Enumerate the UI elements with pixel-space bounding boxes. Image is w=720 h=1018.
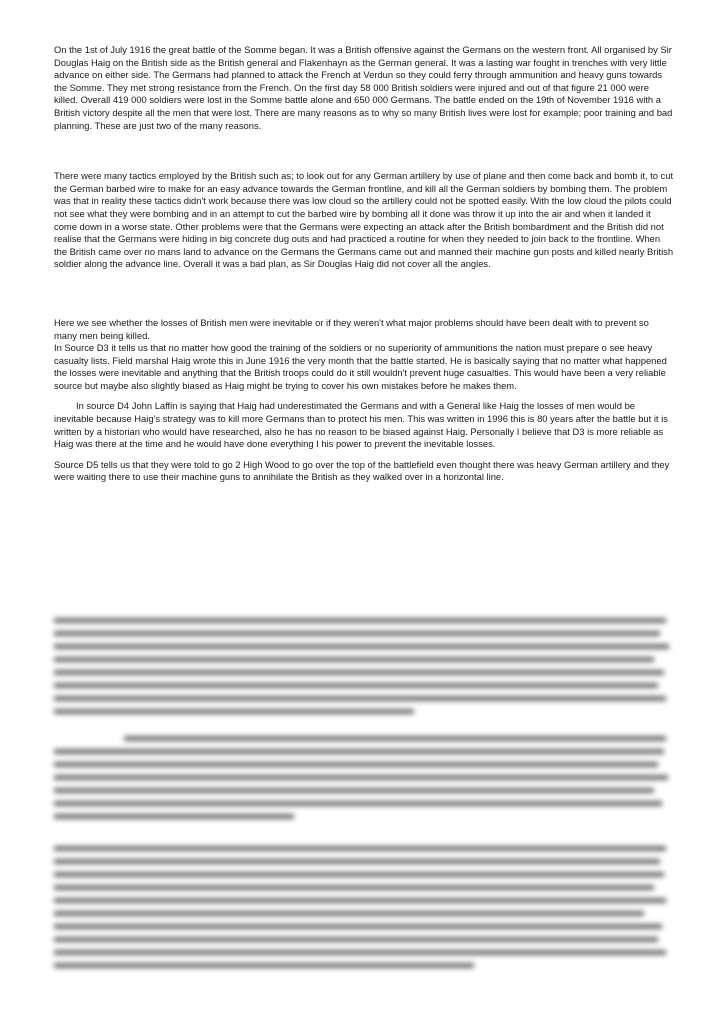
blurred-text-lines: [54, 614, 674, 724]
blurred-paragraph: [54, 614, 674, 728]
blurred-paragraph: [54, 842, 674, 986]
paragraph-intro: On the 1st of July 1916 the great battle of the Somme began. It was a British offensive against the Germans on the western front. All organised by Sir Douglas Haig on the British side as the British general and Flakenhayn as the German general. It was a lasting war fought in trenches with very little advance on either side. The Germans had planned to attack the French at Verdun so they could ferry through ammunition and heavy guns towards the Somme. They met strong resistance from the French. On the first day 58 000 British soldiers were injured and out of that figure 21 000 were killed. Overall 419 000 soldiers were lost in the Somme battle alone and 650 000 Germans. The battle ended on the 19th of November 1916 with a British victory despite all the men that were lost. There are many reasons as to why so many British lives were lost for example; poor training and bad planning. These are just two of the many reasons.: [54, 44, 673, 131]
paragraph-losses-question: Here we see whether the losses of British men were inevitable or if they weren't what major problems should have been dealt with to prevent so many men being killed.: [54, 316, 649, 341]
blurred-paragraph: [54, 732, 674, 836]
paragraph-tactics: There were many tactics employed by the British such as; to look out for any German artillery by use of plane and then come back and bomb it, to cut the German barbed wire to make for an easy advance towards the German frontline, and kill all the German soldiers by bombing them. The problem was that in reality these tactics didn't work because there was low cloud so the artillery could not be spotted easily. With the low cloud the pilots could not see what they were bombing and in an attempt to cut the barbed wire by bombing all it done was throw it up into the air and when it landed it come down in a worse state. Other problems were that the Germans were expecting an attack after the British bombardment and the British did not realise that the Germans were hiding in big concrete dug outs and had practiced a routine for when they needed to join back to the frontline. When the British came over no mans land to advance on the Germans the Germans came out and manned their machine gun posts and killed nearly British soldier along the advance line. Overall it was a bad plan, as Sir Douglas Haig did not cover all the angles.: [54, 170, 674, 270]
blurred-text-lines: [54, 842, 674, 982]
paragraph-source-d4: In source D4 John Laffin is saying that Haig had underestimated the Germans and with a General like Haig the losses of men would be inevitable because Haig's strategy was to kill more Germans than to protect his men. This was written in 1996 this is 80 years after the battle but it is written by a historian who would have researched, also he has no reason to be biased against Haig. Personally I believe that D3 is more reliable as Haig was there at the time and he would have done everything I his power to prevent the inevitable losses.: [54, 400, 668, 450]
document-page: [54, 44, 674, 484]
paragraph-source-d5: Source D5 tells us that they were told to go 2 High Wood to go over the top of the battlefield even thought there was heavy German artillery and they were waiting there to use their machine guns to annihilate the British as they walked over in a horizontal line.: [54, 458, 670, 483]
paragraph-source-d3: In Source D3 it tells us that no matter how good the training of the soldiers or no superiority of ammunitions the nation must prepare o see heavy casualty lists. Field marshal Haig wrote this in June 1916 the very month that the battle started. He is basically saying that no matter what happened the losses were inevitable and anything that the British troops could do it still wouldn't prevent huge casualties. This would have been a very reliable source but maybe also slightly biased as Haig might be trying to cover his own mistakes before he makes them.: [54, 342, 667, 391]
blurred-text-lines: [54, 732, 674, 832]
